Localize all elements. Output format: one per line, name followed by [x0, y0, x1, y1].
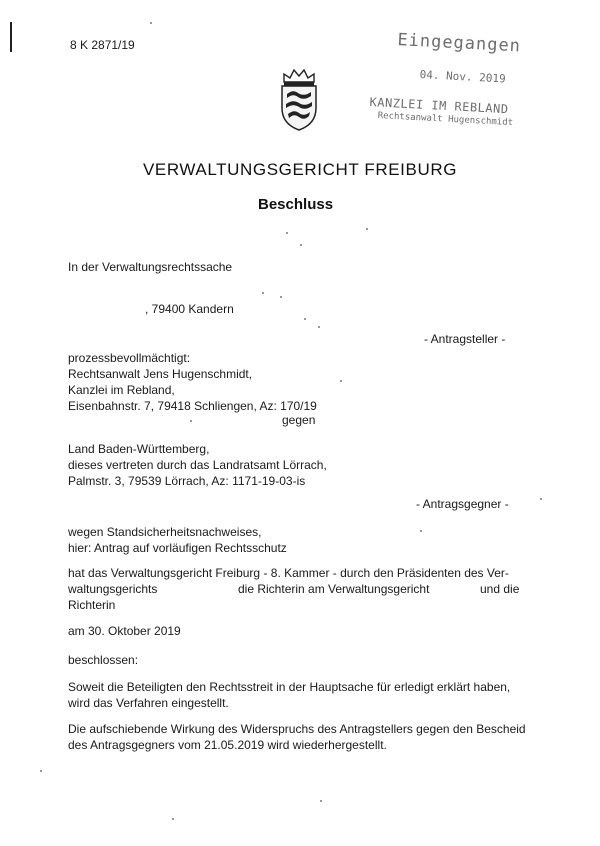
margin-mark	[10, 22, 12, 52]
respondent-address: Palmstr. 3, 79539 Lörrach, Az: 1171-19-03-is	[68, 474, 306, 488]
counsel-block	[68, 350, 317, 414]
counsel-address: Eisenbahnstr. 7, 79418 Schliengen, Az: 170/19	[68, 399, 317, 413]
ruling-2-line-2: des Antragsgegners vom 21.05.2019 wird wiederhergestellt.	[68, 738, 387, 752]
document-type: Beschluss	[258, 196, 334, 213]
ruling-1	[68, 679, 510, 711]
court-panel-line-2c: und die	[480, 582, 520, 596]
court-panel-line-2b: die Richterin am Verwaltungsgericht	[238, 582, 430, 596]
counsel-label: prozessbevollmächtigt:	[68, 351, 191, 365]
respondent-role: - Antragsgegner -	[416, 497, 509, 511]
stamp-office: KANZLEI IM REBLAND	[369, 95, 509, 117]
ruling-2-line-1: Die aufschiebende Wirkung des Widerspruchs des Antragstellers gegen den Bescheid	[68, 722, 526, 736]
court-panel-line-3: Richterin	[68, 598, 116, 612]
respondent-name: Land Baden-Württemberg,	[68, 442, 210, 456]
decided-label: beschlossen:	[68, 653, 139, 667]
stamp-date: 04. Nov. 2019	[419, 68, 506, 86]
court-panel-line-1: hat das Verwaltungsgericht Freiburg - 8. Kammer - durch den Präsidenten des Ver-	[68, 566, 509, 580]
court-panel-line-2a: waltungsgerichts	[68, 582, 158, 596]
ruling-2	[68, 721, 526, 753]
stamp-lawyer: Rechtsanwalt Hugenschmidt	[377, 111, 514, 129]
subject-line-2: hier: Antrag auf vorläufigen Rechtsschutz	[68, 541, 287, 555]
coat-of-arms-icon	[274, 66, 324, 132]
subject-block	[68, 524, 287, 556]
applicant-address: , 79400 Kandern	[145, 302, 234, 316]
decision-date: am 30. Oktober 2019	[68, 624, 181, 638]
file-number: 8 K 2871/19	[70, 38, 135, 52]
counsel-office: Kanzlei im Rebland,	[68, 383, 175, 397]
counsel-name: Rechtsanwalt Jens Hugenschmidt,	[68, 367, 253, 381]
stamp-received: Eingegangen	[396, 30, 522, 57]
respondent-represented: dieses vertreten durch das Landratsamt Lörrach,	[68, 458, 327, 472]
case-intro: In der Verwaltungsrechtssache	[68, 260, 233, 274]
subject-line-1: wegen Standsicherheitsnachweises,	[68, 525, 262, 539]
respondent-block	[68, 441, 327, 489]
court-name: VERWALTUNGSGERICHT FREIBURG	[142, 160, 458, 179]
ruling-1-line-1: Soweit die Beteiligten den Rechtsstreit in der Hauptsache für erledigt erklärt haben,	[68, 680, 511, 694]
ruling-1-line-2: wird das Verfahren eingestellt.	[68, 696, 229, 710]
versus: gegen	[282, 413, 316, 427]
applicant-role: - Antragsteller -	[424, 332, 506, 346]
